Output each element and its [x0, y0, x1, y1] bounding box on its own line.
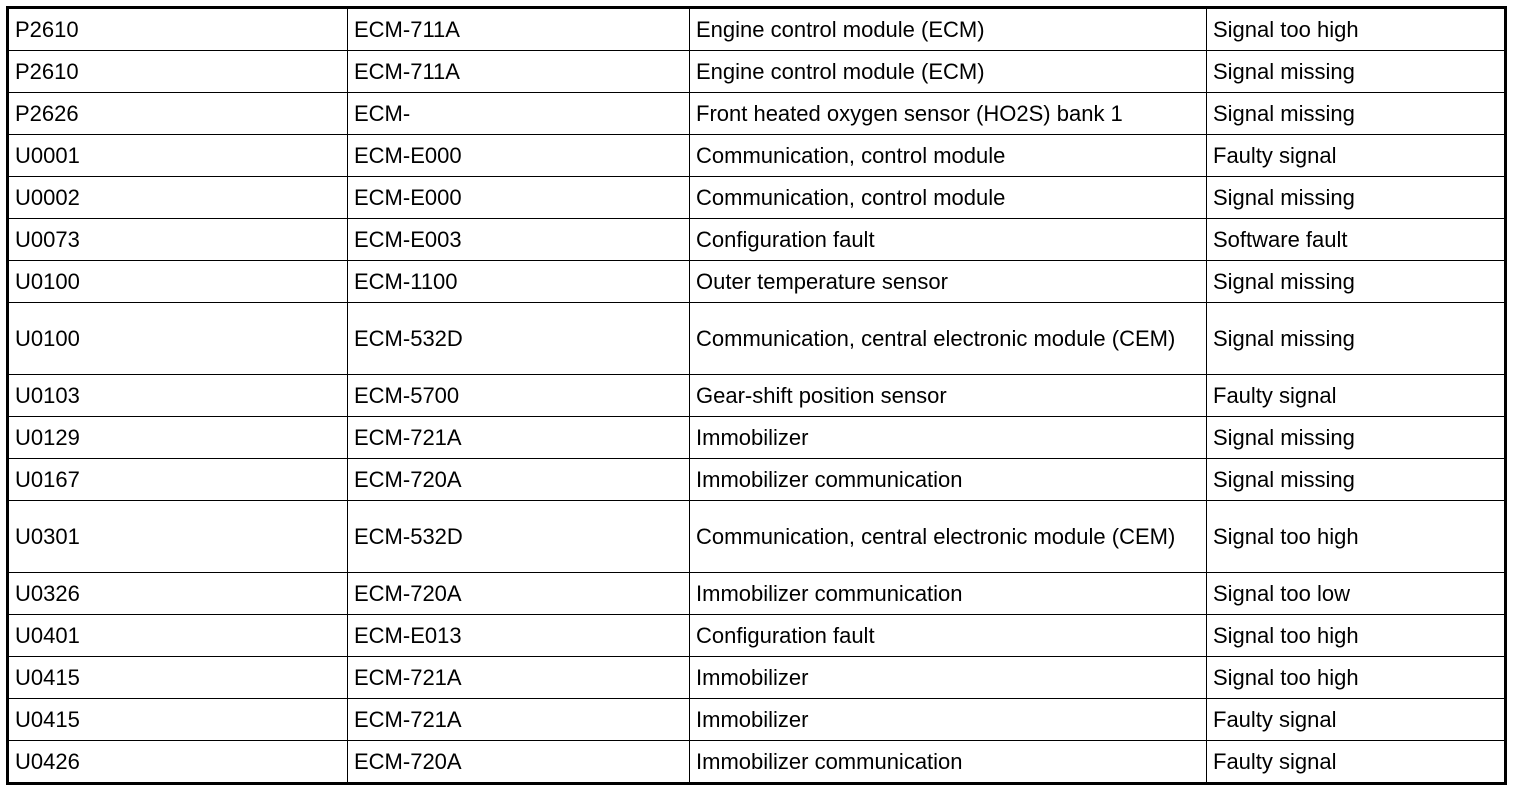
table-row: [8, 93, 1506, 135]
component-cell: Communication, central electronic module (CEM): [690, 501, 1207, 573]
dtc-id-cell: ECM-720A: [348, 573, 690, 615]
fault-type-cell: Signal missing: [1207, 459, 1506, 501]
dtc-id-cell: ECM-E013: [348, 615, 690, 657]
dtc-table-body: [8, 8, 1506, 784]
component-cell: Immobilizer communication: [690, 741, 1207, 784]
dtc-code-cell: U0001: [8, 135, 348, 177]
fault-type-cell: Signal missing: [1207, 93, 1506, 135]
dtc-code-cell: U0415: [8, 699, 348, 741]
dtc-code-cell: U0100: [8, 261, 348, 303]
table-row: [8, 573, 1506, 615]
dtc-code-cell: U0426: [8, 741, 348, 784]
dtc-code-cell: U0103: [8, 375, 348, 417]
component-cell: Communication, central electronic module (CEM): [690, 303, 1207, 375]
table-row: [8, 417, 1506, 459]
dtc-id-cell: ECM-711A: [348, 51, 690, 93]
table-row: [8, 501, 1506, 573]
dtc-code-cell: U0002: [8, 177, 348, 219]
component-cell: Immobilizer communication: [690, 573, 1207, 615]
dtc-code-cell: U0100: [8, 303, 348, 375]
component-cell: Gear-shift position sensor: [690, 375, 1207, 417]
fault-type-cell: Signal missing: [1207, 417, 1506, 459]
fault-type-cell: Signal missing: [1207, 51, 1506, 93]
dtc-id-cell: ECM-E003: [348, 219, 690, 261]
component-cell: Communication, control module: [690, 135, 1207, 177]
dtc-code-cell: U0415: [8, 657, 348, 699]
dtc-code-cell: P2626: [8, 93, 348, 135]
dtc-code-cell: U0401: [8, 615, 348, 657]
dtc-table: [6, 6, 1507, 785]
dtc-id-cell: ECM-532D: [348, 501, 690, 573]
component-cell: Front heated oxygen sensor (HO2S) bank 1: [690, 93, 1207, 135]
dtc-id-cell: ECM-720A: [348, 741, 690, 784]
component-cell: Engine control module (ECM): [690, 51, 1207, 93]
component-cell: Communication, control module: [690, 177, 1207, 219]
table-row: [8, 657, 1506, 699]
fault-type-cell: Faulty signal: [1207, 375, 1506, 417]
dtc-id-cell: ECM-721A: [348, 699, 690, 741]
dtc-code-cell: U0326: [8, 573, 348, 615]
fault-type-cell: Software fault: [1207, 219, 1506, 261]
fault-type-cell: Signal too high: [1207, 615, 1506, 657]
fault-type-cell: Faulty signal: [1207, 135, 1506, 177]
table-row: [8, 219, 1506, 261]
table-row: [8, 8, 1506, 51]
fault-type-cell: Signal too low: [1207, 573, 1506, 615]
component-cell: Immobilizer: [690, 657, 1207, 699]
dtc-code-cell: U0167: [8, 459, 348, 501]
table-row: [8, 303, 1506, 375]
component-cell: Outer temperature sensor: [690, 261, 1207, 303]
component-cell: Immobilizer communication: [690, 459, 1207, 501]
dtc-id-cell: ECM-711A: [348, 8, 690, 51]
table-row: [8, 741, 1506, 784]
dtc-id-cell: ECM-720A: [348, 459, 690, 501]
dtc-code-cell: U0301: [8, 501, 348, 573]
dtc-code-cell: P2610: [8, 8, 348, 51]
table-row: [8, 699, 1506, 741]
dtc-id-cell: ECM-721A: [348, 417, 690, 459]
fault-type-cell: Signal too high: [1207, 501, 1506, 573]
dtc-code-cell: P2610: [8, 51, 348, 93]
table-row: [8, 51, 1506, 93]
fault-type-cell: Faulty signal: [1207, 741, 1506, 784]
fault-type-cell: Signal too high: [1207, 8, 1506, 51]
fault-type-cell: Signal missing: [1207, 303, 1506, 375]
table-row: [8, 375, 1506, 417]
dtc-id-cell: ECM-5700: [348, 375, 690, 417]
component-cell: Immobilizer: [690, 417, 1207, 459]
component-cell: Immobilizer: [690, 699, 1207, 741]
fault-type-cell: Signal missing: [1207, 177, 1506, 219]
table-row: [8, 261, 1506, 303]
dtc-code-cell: U0073: [8, 219, 348, 261]
fault-type-cell: Signal too high: [1207, 657, 1506, 699]
dtc-id-cell: ECM-E000: [348, 135, 690, 177]
dtc-id-cell: ECM-: [348, 93, 690, 135]
component-cell: Configuration fault: [690, 219, 1207, 261]
component-cell: Configuration fault: [690, 615, 1207, 657]
table-row: [8, 135, 1506, 177]
dtc-id-cell: ECM-532D: [348, 303, 690, 375]
component-cell: Engine control module (ECM): [690, 8, 1207, 51]
dtc-id-cell: ECM-1100: [348, 261, 690, 303]
dtc-id-cell: ECM-721A: [348, 657, 690, 699]
dtc-code-cell: U0129: [8, 417, 348, 459]
table-row: [8, 615, 1506, 657]
table-row: [8, 177, 1506, 219]
dtc-id-cell: ECM-E000: [348, 177, 690, 219]
fault-type-cell: Faulty signal: [1207, 699, 1506, 741]
fault-type-cell: Signal missing: [1207, 261, 1506, 303]
table-row: [8, 459, 1506, 501]
